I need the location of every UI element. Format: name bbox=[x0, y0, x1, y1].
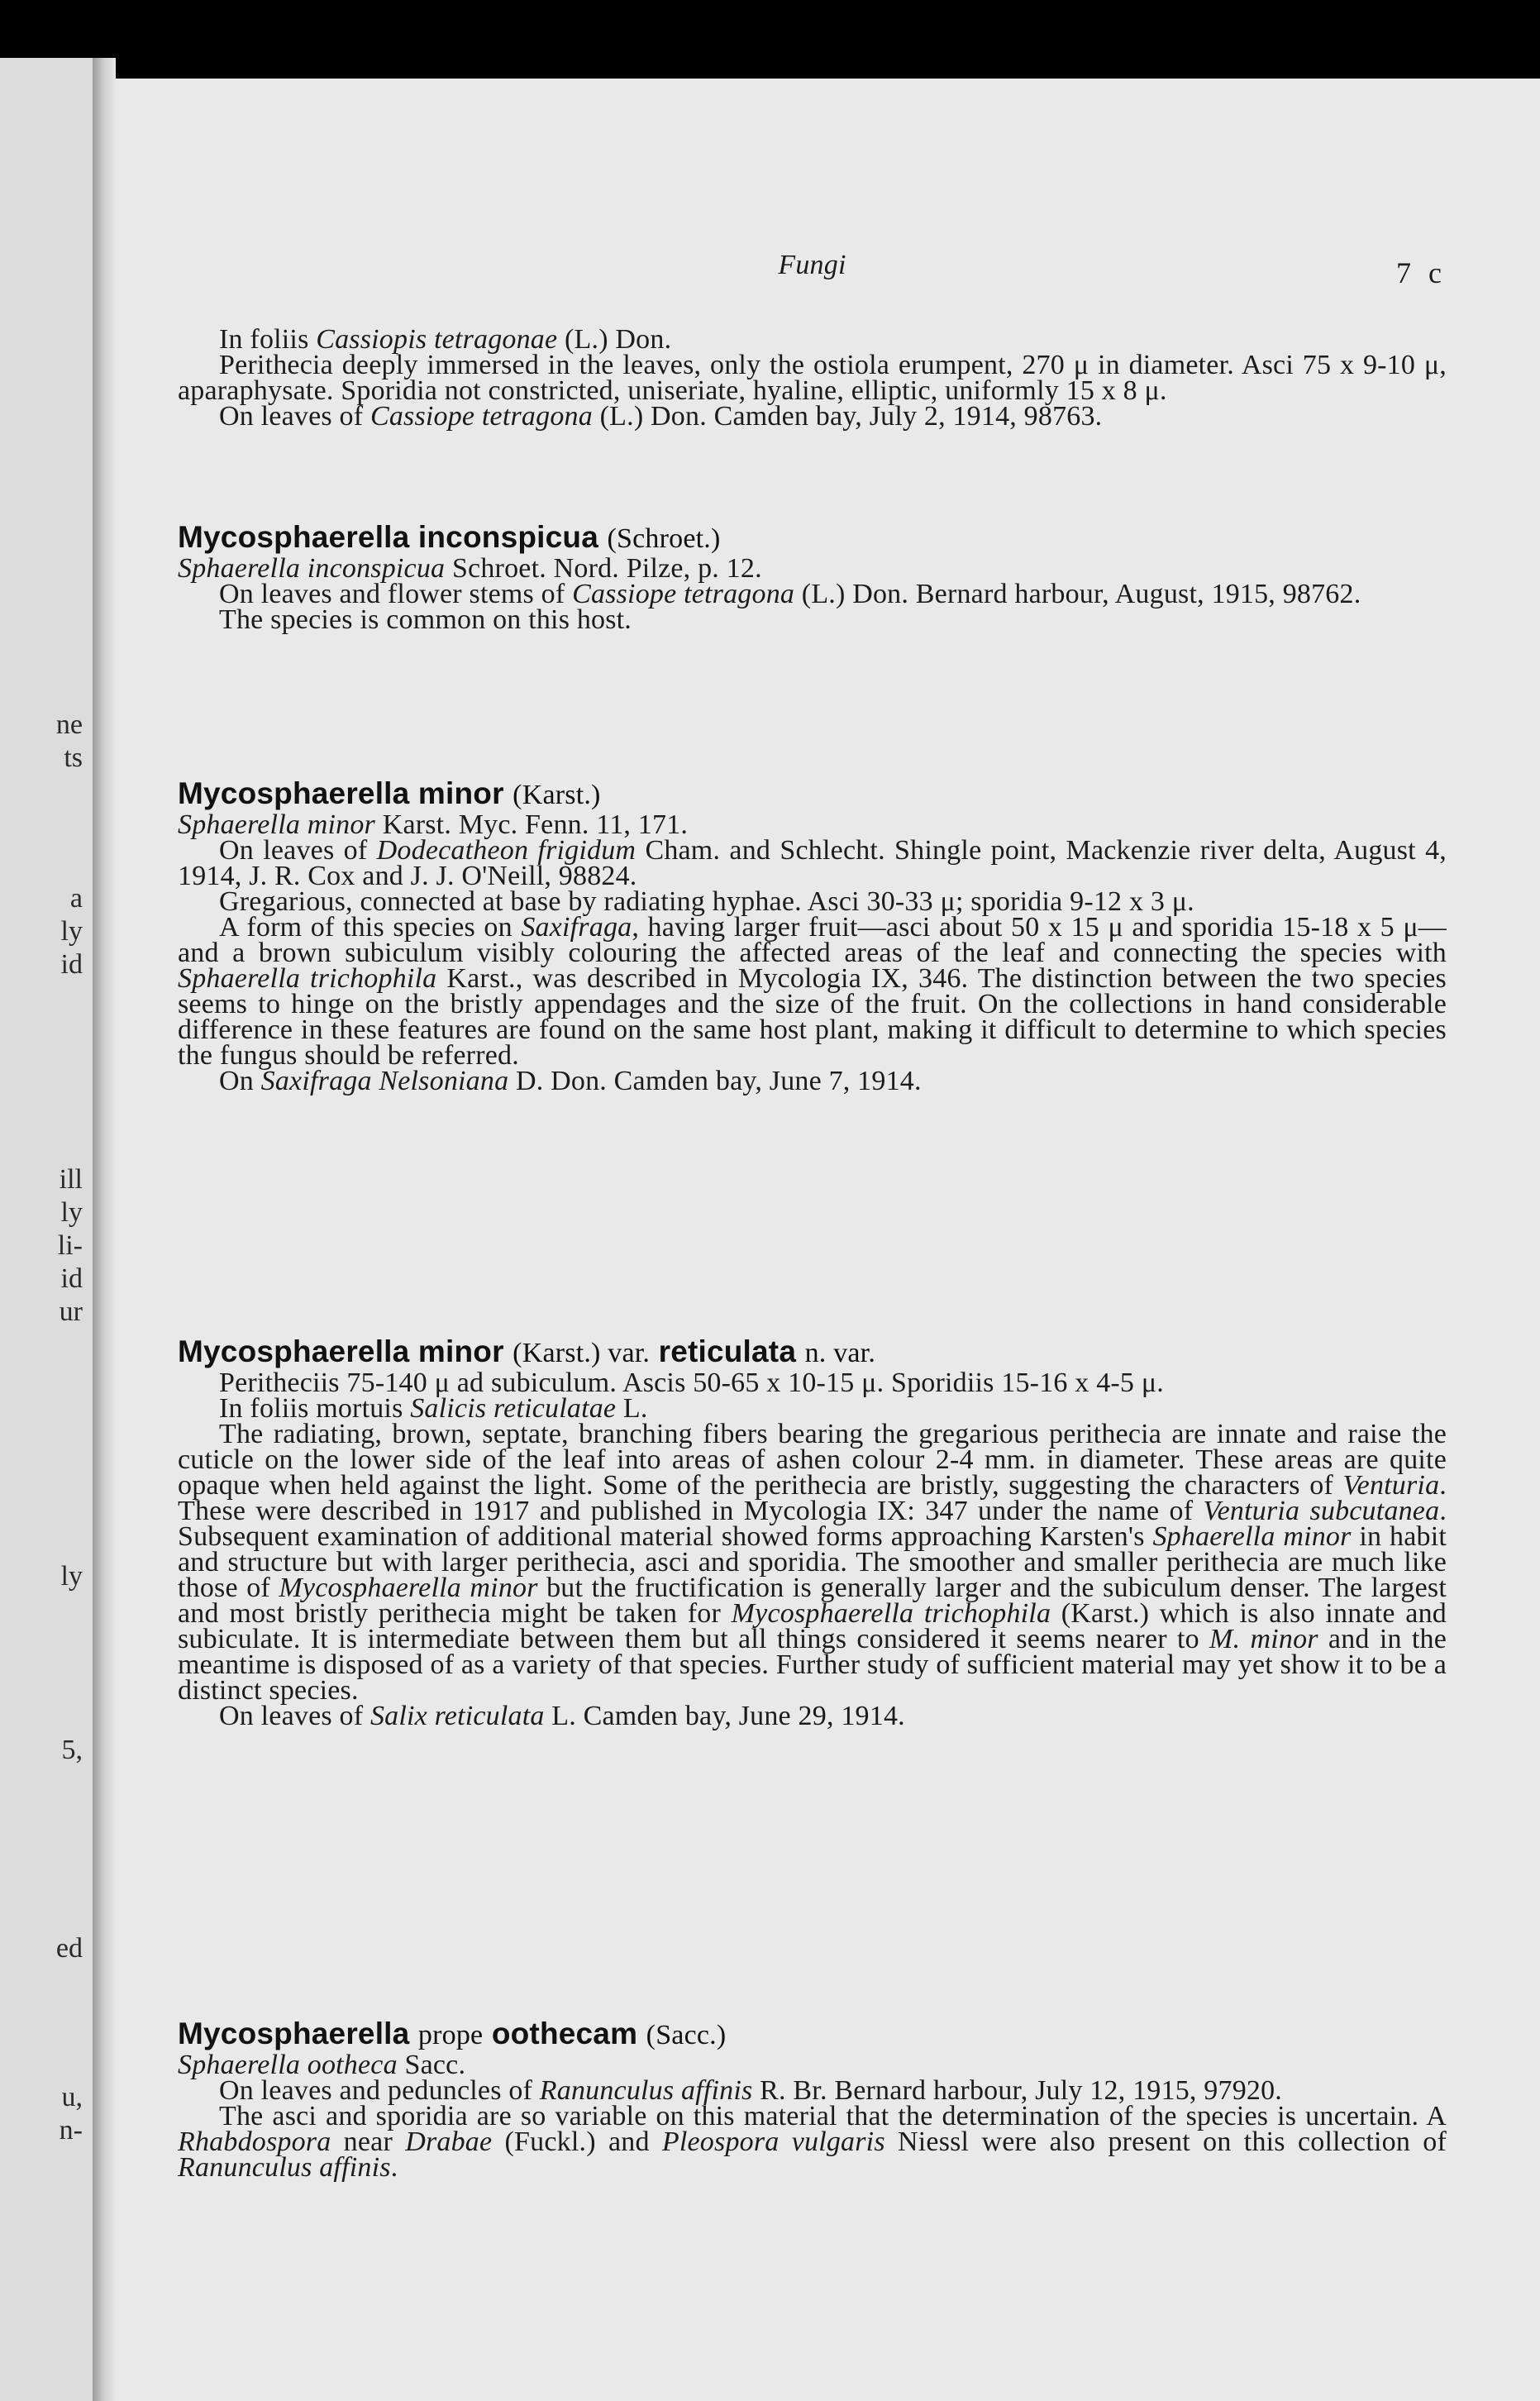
facing-page-fragment: id bbox=[60, 1263, 83, 1294]
synonym-line bbox=[178, 809, 1447, 840]
species-entry bbox=[178, 2017, 1447, 2183]
collection-record: On leaves and peduncles of Ranunculus affinis R. Br. Bernard harbour, July 12, 1915, 97920. bbox=[219, 2075, 1282, 2106]
latin-habitat-line: In foliis Cassiopis tetragonae (L.) Don. bbox=[219, 324, 672, 355]
latin-habitat-line: In foliis mortuis Salicis reticulatae L. bbox=[219, 1393, 648, 1424]
species-heading bbox=[178, 777, 1447, 812]
variety-name: reticulata bbox=[658, 1334, 797, 1368]
collection-record: On leaves of Salix reticulata L. Camden bay, June 29, 1914. bbox=[219, 1701, 905, 1731]
facing-page-fragment: ly bbox=[60, 916, 83, 947]
document-page bbox=[116, 79, 1540, 2401]
latin-diagnosis: Peritheciis 75-140 μ ad subiculum. Ascis 50-65 x 10-15 μ. Sporidiis 15-16 x 4-5 μ. bbox=[219, 1368, 1164, 1398]
page-number: 7 c bbox=[1396, 256, 1447, 289]
running-head bbox=[178, 250, 1447, 289]
collection-record: On leaves of Cassiope tetragona (L.) Don. Camden bay, July 2, 1914, 98763. bbox=[219, 401, 1103, 432]
running-title: Fungi bbox=[778, 250, 846, 280]
species-name: Mycosphaerella minor bbox=[178, 1334, 504, 1368]
collection-record: On leaves of Dodecatheon frigidum Cham. and Schlecht. Shingle point, Mackenzie river delta, August 4, 1914, J. R. Cox and J. J. O'Neill, 98824. bbox=[178, 835, 1447, 891]
species-authority: (Sacc.) bbox=[646, 2020, 727, 2050]
species-entry bbox=[178, 1335, 1447, 1729]
species-authority: (Karst.) bbox=[513, 780, 601, 810]
collection-record: On leaves and flower stems of Cassiope tetragona (L.) Don. Bernard harbour, August, 1915, 98762. bbox=[219, 579, 1361, 609]
collection-record: On Saxifraga Nelsoniana D. Don. Camden bay, June 7, 1914. bbox=[219, 1066, 922, 1096]
synonym-name: Sphaerella ootheca bbox=[178, 2050, 398, 2080]
facing-page-fragment: ne bbox=[55, 709, 83, 740]
facing-page-fragment: ed bbox=[55, 1933, 83, 1964]
synonym-reference: Karst. Myc. Fenn. 11, 171. bbox=[382, 809, 689, 840]
species-heading bbox=[178, 521, 1447, 556]
species-authority: (Karst.) var. bbox=[513, 1338, 651, 1368]
facing-page-fragment: id bbox=[60, 949, 83, 980]
description-paragraph: Gregarious, connected at base by radiating hyphae. Asci 30-33 μ; sporidia 9-12 x 3 μ. bbox=[219, 886, 1194, 917]
facing-page-fragment: ur bbox=[59, 1296, 83, 1327]
facing-page-fragment: u, bbox=[61, 2082, 83, 2112]
intro-block bbox=[178, 324, 1447, 432]
synonym-reference: Sacc. bbox=[404, 2050, 466, 2080]
facing-page-fragment: ly bbox=[60, 1561, 83, 1592]
synonym-reference: Schroet. Nord. Pilze, p. 12. bbox=[451, 553, 762, 584]
species-name: Mycosphaerella minor bbox=[178, 776, 504, 810]
discussion-paragraph: A form of this species on Saxifraga, having larger fruit—asci about 50 x 15 μ and sporidia 15-18 x 5 μ—and a brown subiculum visibly colouring the affected areas of the leaf and connecting the species with Sphaerella trichophila Karst., was described in Mycologia IX, 346. The distinction between the two species seems to hinge on the bristly appendages and the size of the fruit. On the collections in hand considerable difference in these features are found on the same host plant, making it difficult to determine to which species the fungus should be referred. bbox=[178, 912, 1447, 1071]
page-gutter bbox=[93, 58, 116, 2401]
facing-page-fragment: a bbox=[69, 883, 83, 914]
synonym-line bbox=[178, 2052, 1447, 2078]
facing-page-edge bbox=[0, 58, 94, 2401]
discussion-paragraph: The asci and sporidia are so variable on this material that the determination of the species is uncertain. A Rhabdospora near Drabae (Fuckl.) and Pleospora vulgaris Niessl were also present on this collection of Ranunculus affinis. bbox=[178, 2101, 1447, 2183]
description-paragraph: Perithecia deeply immersed in the leaves, only the ostiola erumpent, 270 μ in diameter. Asci 75 x 9-10 μ, aparaphysate. Sporidia not constricted, uniseriate, hyaline, elliptic, uniformly 15 x 8 μ. bbox=[178, 350, 1447, 406]
facing-page-fragment: n- bbox=[59, 2115, 83, 2146]
prope-word: prope bbox=[417, 2020, 484, 2050]
synonym-line bbox=[178, 553, 1447, 584]
synonym-name: Sphaerella inconspicua bbox=[178, 553, 446, 584]
variety-note: n. var. bbox=[804, 1338, 876, 1368]
species-heading bbox=[178, 1335, 1447, 1370]
species-heading bbox=[178, 2017, 1447, 2052]
species-authority: (Schroet.) bbox=[607, 523, 721, 554]
note-paragraph: The species is common on this host. bbox=[219, 604, 632, 635]
facing-page-fragment: ts bbox=[64, 742, 83, 773]
species-entry bbox=[178, 520, 1447, 635]
facing-page-fragment: ly bbox=[60, 1197, 83, 1228]
facing-page-fragment: ill bbox=[59, 1164, 83, 1195]
discussion-paragraph: The radiating, brown, septate, branching fibers bearing the gregarious perithecia are innate and raise the cuticle on the lower side of the leaf into areas of ashen colour 2-4 mm. in diameter. These areas are quite opaque when held against the light. Some of the perithecia are bristly, suggesting the characters of Venturia. These were described in 1917 and published in Mycologia IX: 347 under the name of Venturia subcutanea. Subsequent examination of additional material showed forms approaching Karsten's Sphaerella minor in habit and structure but with larger perithecia, asci and sporidia. The smoother and smaller perithecia are much like those of Mycosphaerella minor but the fructification is generally larger and the subiculum denser. The largest and most bristly perithecia might be taken for Mycosphaerella trichophila (Karst.) which is also innate and subiculate. It is intermediate between them but all things considered it seems nearer to M. minor and in the meantime is disposed of as a variety of that species. Further study of sufficient material may yet show it to be a distinct species. bbox=[178, 1419, 1447, 1706]
facing-page-fragment: 5, bbox=[61, 1735, 83, 1765]
synonym-name: Sphaerella minor bbox=[178, 809, 375, 840]
species-epithet: oothecam bbox=[491, 2017, 638, 2050]
genus-name: Mycosphaerella bbox=[178, 2017, 410, 2050]
species-name: Mycosphaerella inconspicua bbox=[178, 520, 598, 554]
facing-page-fragment: li- bbox=[57, 1230, 83, 1261]
species-entry bbox=[178, 777, 1447, 1094]
